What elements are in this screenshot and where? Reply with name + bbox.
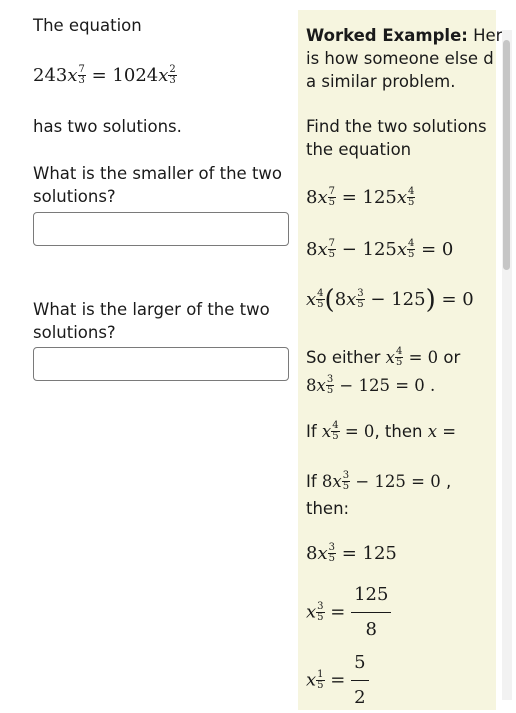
worked-if-first: If x $\frac{4}{5}$ = 0, then x = <box>306 420 457 442</box>
worked-step2-equation: 8x $\frac{7}{5}$ − 125x $\frac{4}{5}$ = 0 <box>306 238 454 260</box>
question-equation: 243x $\frac{7}{3}$ = 1024x $\frac{2}{3}$ <box>33 64 176 86</box>
worked-intro-line3: a similar problem. <box>306 72 456 91</box>
worked-if-second: If 8x $\frac{3}{5}$ − 125 = 0 , <box>306 470 452 492</box>
larger-answer-input[interactable] <box>33 347 289 381</box>
smaller-question-line2: solutions? <box>33 187 116 206</box>
worked-example-panel <box>298 10 503 710</box>
worked-step4-equation: 8x $\frac{3}{5}$ = 125 <box>306 542 397 564</box>
worked-intro-line2: is how someone else d <box>306 49 494 68</box>
has-two-solutions: has two solutions. <box>33 117 182 136</box>
question-intro: The equation <box>33 16 142 35</box>
smaller-answer-input[interactable] <box>33 212 289 246</box>
worked-step6-equation: x $\frac{1}{5}$ = $\frac{5}{2}$ <box>306 648 369 713</box>
worked-find-line2: the equation <box>306 140 412 159</box>
worked-step1-equation: 8x $\frac{7}{5}$ = 125x $\frac{4}{5}$ <box>306 186 415 208</box>
worked-title: Worked Example: Her <box>306 26 503 45</box>
smaller-question-line1: What is the smaller of the two <box>33 164 283 183</box>
larger-question-line1: What is the larger of the two <box>33 300 270 319</box>
worked-find-line1: Find the two solutions <box>306 117 487 136</box>
worked-step5-equation: x $\frac{3}{5}$ = $\frac{125}{8}$ <box>306 580 391 645</box>
worked-either-second: 8x $\frac{3}{5}$ − 125 = 0 . <box>306 374 436 396</box>
worked-then: then: <box>306 499 350 518</box>
panel-scrollbar-thumb[interactable] <box>503 40 510 270</box>
worked-step3-factored: x $\frac{4}{5}$ (8x $\frac{3}{5}$ − 125) = 0 <box>306 285 474 315</box>
worked-so-either: So either x $\frac{4}{5}$ = 0 or <box>306 346 461 368</box>
larger-question-line2: solutions? <box>33 323 116 342</box>
